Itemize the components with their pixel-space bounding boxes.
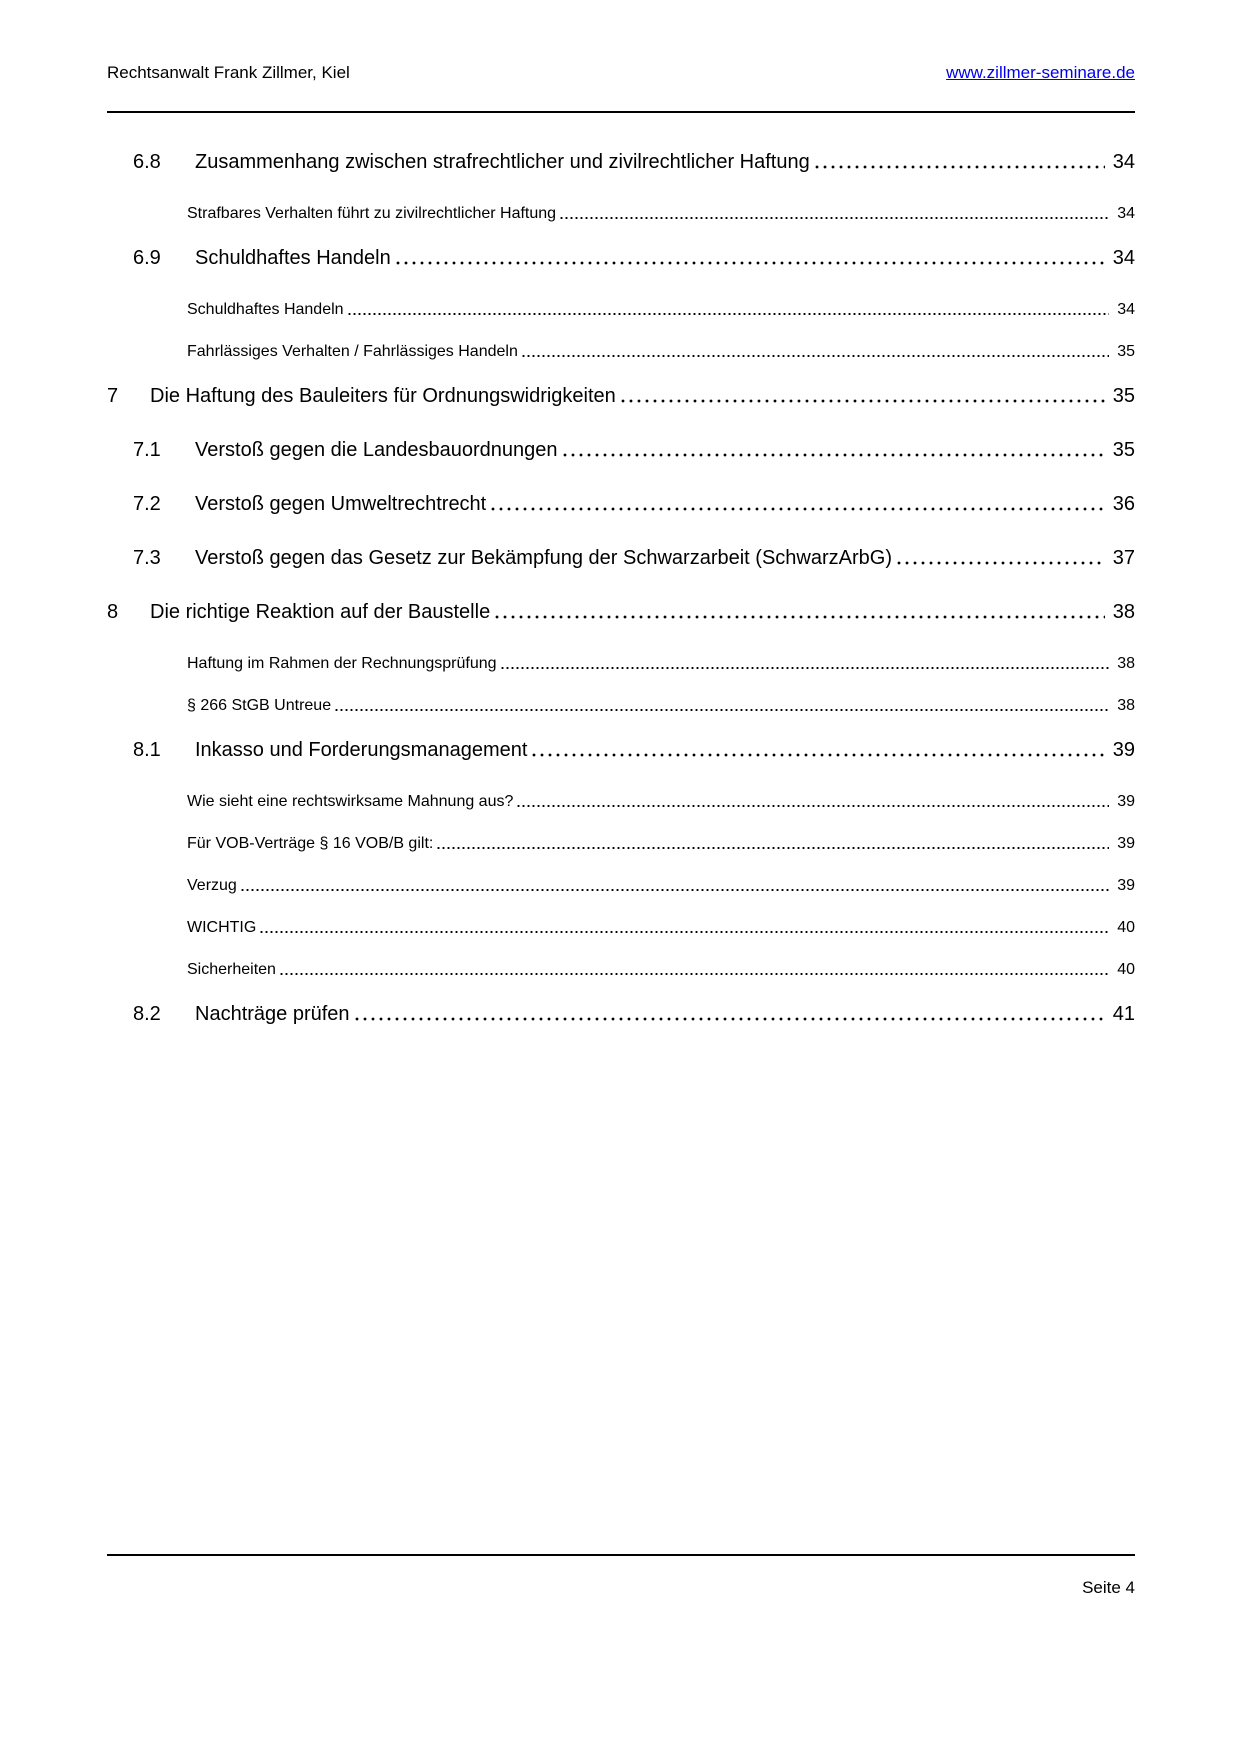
- toc-dot-leader: [895, 546, 1105, 570]
- toc-dot-leader: [619, 384, 1105, 408]
- toc-entry-number: 6.9: [133, 247, 161, 269]
- toc-entry: [107, 246, 1135, 270]
- page-header: [107, 62, 1135, 84]
- toc-dot-leader: [530, 738, 1104, 762]
- toc-entry-title: Schuldhaftes Handeln: [195, 247, 391, 269]
- toc-entry-title: Haftung im Rahmen der Rechnungsprüfung: [187, 655, 497, 672]
- toc-dot-leader: [489, 492, 1105, 516]
- toc-entry: [107, 876, 1135, 896]
- toc-entry-page: 40: [1117, 919, 1135, 936]
- toc-entry-title: Die Haftung des Bauleiters für Ordnungswidrigkeiten: [150, 385, 616, 407]
- toc-entry: [107, 492, 1135, 516]
- toc-entry: [107, 696, 1135, 716]
- toc-dot-leader: [561, 438, 1105, 462]
- toc-entry: [107, 384, 1135, 408]
- toc-entry: [107, 1002, 1135, 1026]
- toc-entry: [107, 438, 1135, 462]
- toc-entry-title: Für VOB-Verträge § 16 VOB/B gilt:: [187, 835, 434, 852]
- toc-entry-page: 38: [1117, 655, 1135, 672]
- toc-entry-title: Schuldhaftes Handeln: [187, 301, 344, 318]
- page-footer: [107, 1577, 1135, 1599]
- toc-entry-number: 7: [107, 385, 119, 407]
- toc-entry: [107, 918, 1135, 938]
- toc-entry-page: 35: [1117, 343, 1135, 360]
- toc-entry-page: 34: [1112, 151, 1135, 173]
- toc-entry-number: 8.2: [133, 1003, 161, 1025]
- toc-entry: [107, 960, 1135, 980]
- toc-dot-leader: [279, 960, 1109, 980]
- toc-entry-title: Inkasso und Forderungsmanagement: [195, 739, 528, 761]
- toc-entry-page: 36: [1112, 493, 1135, 515]
- toc-entry: [107, 546, 1135, 570]
- toc-entry-title: WICHTIG: [187, 919, 257, 936]
- toc-entry-number: 7.2: [133, 493, 161, 515]
- footer-page-label: Seite 4: [1082, 1578, 1135, 1597]
- toc-entry-page: 41: [1112, 1003, 1135, 1025]
- toc-entry-page: 38: [1117, 697, 1135, 714]
- toc-dot-leader: [813, 150, 1105, 174]
- toc-dot-leader: [240, 876, 1109, 896]
- toc-dot-leader: [436, 834, 1109, 854]
- toc-dot-leader: [347, 300, 1110, 320]
- toc-entry-title: Fahrlässiges Verhalten / Fahrlässiges Handeln: [187, 343, 518, 360]
- toc-entry: [107, 834, 1135, 854]
- header-rule: [107, 111, 1135, 113]
- toc-entry-title: Verzug: [187, 877, 237, 894]
- toc-dot-leader: [334, 696, 1109, 716]
- toc-entry-title: Sicherheiten: [187, 961, 276, 978]
- toc-entry-page: 39: [1117, 835, 1135, 852]
- toc-entry-title: Zusammenhang zwischen strafrechtlicher und zivilrechtlicher Haftung: [195, 151, 810, 173]
- header-author: Rechtsanwalt Frank Zillmer, Kiel: [107, 63, 350, 82]
- toc-entry-title: Die richtige Reaktion auf der Baustelle: [150, 601, 491, 623]
- toc-dot-leader: [353, 1002, 1105, 1026]
- toc-entry: [107, 150, 1135, 174]
- toc-dot-leader: [394, 246, 1105, 270]
- toc-entry-page: 37: [1112, 547, 1135, 569]
- toc-dot-leader: [521, 342, 1109, 362]
- toc-dot-leader: [516, 792, 1109, 812]
- toc-dot-leader: [493, 600, 1105, 624]
- toc-entry-page: 35: [1112, 385, 1135, 407]
- toc-entry-number: 6.8: [133, 151, 161, 173]
- toc-list: [107, 150, 1135, 1056]
- toc-entry-page: 34: [1117, 205, 1135, 222]
- toc-entry-page: 34: [1117, 301, 1135, 318]
- toc-entry-number: 8.1: [133, 739, 161, 761]
- toc-entry: [107, 654, 1135, 674]
- toc-entry-page: 39: [1117, 793, 1135, 810]
- toc-entry-page: 39: [1117, 877, 1135, 894]
- toc-entry-page: 39: [1112, 739, 1135, 761]
- toc-entry-title: Strafbares Verhalten führt zu zivilrechtlicher Haftung: [187, 205, 557, 222]
- toc-entry: [107, 600, 1135, 624]
- toc-entry-number: 7.1: [133, 439, 161, 461]
- toc-entry-number: 8: [107, 601, 119, 623]
- toc-dot-leader: [259, 918, 1109, 938]
- toc-entry-number: 7.3: [133, 547, 161, 569]
- toc-entry-page: 38: [1112, 601, 1135, 623]
- toc-entry-title: Verstoß gegen das Gesetz zur Bekämpfung der Schwarzarbeit (SchwarzArbG): [195, 547, 892, 569]
- toc-entry: [107, 792, 1135, 812]
- footer-rule: [107, 1554, 1135, 1556]
- toc-entry-page: 40: [1117, 961, 1135, 978]
- toc-entry: [107, 342, 1135, 362]
- toc-entry-page: 35: [1112, 439, 1135, 461]
- toc-dot-leader: [559, 204, 1109, 224]
- toc-entry-title: § 266 StGB Untreue: [187, 697, 332, 714]
- toc-entry-page: 34: [1112, 247, 1135, 269]
- toc-entry: [107, 738, 1135, 762]
- toc-entry-title: Nachträge prüfen: [195, 1003, 350, 1025]
- toc-entry: [107, 204, 1135, 224]
- header-website-link[interactable]: www.zillmer-seminare.de: [946, 63, 1135, 82]
- toc-dot-leader: [500, 654, 1110, 674]
- toc-entry: [107, 300, 1135, 320]
- toc-entry-title: Wie sieht eine rechtswirksame Mahnung aus?: [187, 793, 514, 810]
- toc-entry-title: Verstoß gegen die Landesbauordnungen: [195, 439, 558, 461]
- toc-entry-title: Verstoß gegen Umweltrechtrecht: [195, 493, 487, 515]
